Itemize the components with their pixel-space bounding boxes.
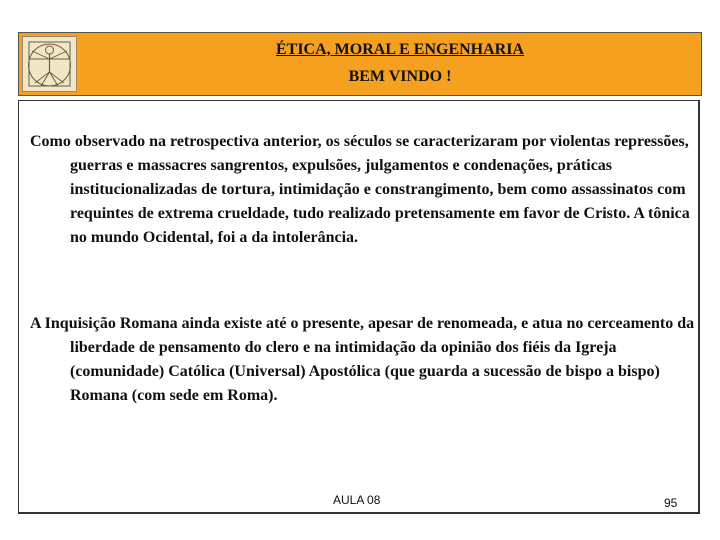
- course-title: ÉTICA, MORAL E ENGENHARIA: [275, 41, 525, 58]
- welcome-text: BEM VINDO !: [348, 68, 452, 85]
- page-number: 95: [664, 496, 678, 510]
- slide-title: [99, 39, 701, 88]
- paragraph-inquisition: A Inquisição Romana ainda existe até o presente, apesar de renomeada, e atua no cerceamento da liberdade de pensamento do clero e na intimidação da opinião dos fiéis da Igreja (comunidade) Católica (Universal) Apostólica (que guarda a sucessão de bispo a bispo) Romana (com sede em Roma).: [30, 315, 695, 404]
- paragraph-retrospective: Como observado na retrospectiva anterior, os séculos se caracterizaram por violentas repressões, guerras e massacres sangrentos, expulsões, julgamentos e condenações, práticas institucionalizadas de tortura, intimidação e constrangimento, bem como assassinatos com requintes de extrema crueldade, tudo realizado pretensamente em favor de Cristo. A tônica no mundo Ocidental, foi a da intolerância.: [30, 133, 690, 246]
- vitruvian-man-icon: [22, 36, 77, 92]
- lesson-label: AULA 08: [333, 493, 381, 507]
- slide-header: [18, 32, 702, 96]
